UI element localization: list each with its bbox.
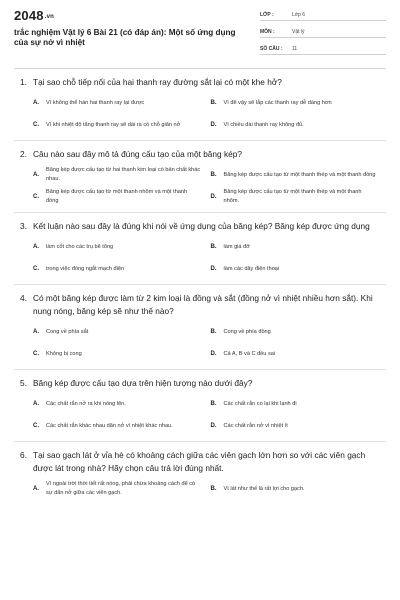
question-text: Băng kép được cấu tạo dựa trên hiện tượng nào dưới đây? bbox=[33, 378, 253, 388]
option-text: Vì khi nhiệt độ tăng thanh ray sẽ dài ra có chỗ giãn nở bbox=[46, 121, 181, 128]
question-header bbox=[14, 76, 382, 89]
answer-options bbox=[14, 478, 382, 500]
meta-label: SỐ CÂU : bbox=[260, 46, 283, 52]
meta-table bbox=[260, 8, 386, 55]
option-text: Băng kép được cấu tạo từ một thanh nhôm và một thanh đồng bbox=[46, 189, 188, 204]
question-header bbox=[14, 449, 382, 475]
option-letter: B. bbox=[210, 171, 217, 178]
logo-suffix: .vn bbox=[44, 13, 55, 20]
option-text: Vì không thể hàn hai thanh ray lại được bbox=[46, 99, 145, 106]
question-item bbox=[14, 285, 386, 370]
answer-option[interactable] bbox=[33, 321, 205, 343]
logo-main: 2048 bbox=[14, 8, 44, 23]
option-text: làm các dây điện thoại bbox=[223, 265, 280, 272]
option-letter: A. bbox=[33, 171, 39, 178]
answer-option[interactable] bbox=[33, 236, 205, 258]
question-header bbox=[14, 148, 382, 161]
question-item bbox=[14, 442, 386, 500]
option-letter: C. bbox=[33, 422, 39, 429]
question-number: 1. bbox=[20, 77, 27, 87]
answer-option[interactable] bbox=[33, 258, 205, 280]
meta-label: LỚP : bbox=[260, 12, 274, 18]
answer-option[interactable] bbox=[33, 92, 205, 114]
option-text: Băng kép được cấu tạo từ một thanh thép và một thanh nhôm. bbox=[223, 189, 362, 204]
option-text: Không bị cong bbox=[46, 350, 82, 357]
option-letter: B. bbox=[210, 328, 217, 335]
question-number: 6. bbox=[20, 450, 27, 460]
site-logo[interactable] bbox=[14, 8, 244, 23]
meta-value: Vật lý bbox=[292, 29, 305, 35]
option-text: Cả A, B và C đều sai bbox=[223, 350, 276, 357]
option-text: Các chất rắn co lại khi lạnh đi bbox=[223, 400, 297, 407]
question-text: Tại sao chỗ tiếp nối của hai thanh ray đường sắt lại có một khe hở? bbox=[33, 77, 282, 87]
question-text: Có một băng kép được làm từ 2 kim loại là đồng và sắt (đồng nở vì nhiệt nhiều hơn sắt). Khi nung nóng, băng kép sẽ như thế nào? bbox=[33, 293, 373, 316]
question-header bbox=[14, 220, 382, 233]
option-text: Các chất rắn khác nhau dãn nở vì nhiệt khác nhau. bbox=[46, 422, 173, 429]
option-letter: C. bbox=[33, 265, 39, 272]
answer-option[interactable] bbox=[33, 393, 205, 415]
option-text: Vì chiều dài thanh ray không đủ. bbox=[223, 121, 304, 128]
answer-option[interactable] bbox=[211, 415, 383, 437]
question-header bbox=[14, 377, 382, 390]
question-item bbox=[14, 213, 386, 285]
header-left bbox=[14, 6, 244, 48]
meta-value: 11 bbox=[292, 46, 298, 52]
question-number: 2. bbox=[20, 149, 27, 159]
option-letter: D. bbox=[210, 121, 217, 128]
meta-value: Lớp 6 bbox=[292, 12, 306, 18]
answer-option[interactable] bbox=[211, 92, 383, 114]
answer-options bbox=[14, 164, 382, 208]
option-letter: A. bbox=[33, 485, 39, 492]
option-letter: B. bbox=[210, 243, 217, 250]
answer-option[interactable] bbox=[211, 321, 383, 343]
answer-options bbox=[14, 92, 382, 136]
meta-label: MÔN : bbox=[260, 29, 275, 35]
answer-options bbox=[14, 321, 382, 365]
answer-option[interactable] bbox=[211, 343, 383, 365]
answer-option[interactable] bbox=[211, 478, 383, 500]
option-text: Vì ngoài trời thời tiết rất nóng, phải chừa khoảng cách để có sự dãn nở giữa các viên gạch. bbox=[46, 481, 196, 496]
answer-option[interactable] bbox=[211, 258, 383, 280]
page-title: trắc nghiệm Vật lý 6 Bài 21 (có đáp án): Một số ứng dụng của sự nở vì nhiệt bbox=[14, 28, 236, 47]
option-letter: B. bbox=[210, 485, 217, 492]
option-text: Vì để vậy sẽ lắp các thanh ray dễ dàng hơn bbox=[223, 99, 332, 106]
option-text: Vì lát như thế là rất lợi cho gạch. bbox=[223, 485, 305, 492]
question-text: Kết luận nào sau đây là đúng khi nói về ứng dụng của băng kép? Băng kép được ứng dụng bbox=[33, 221, 370, 231]
meta-row bbox=[260, 25, 386, 38]
option-letter: A. bbox=[33, 400, 39, 407]
option-text: Cong về phía đồng bbox=[223, 328, 271, 335]
option-text: trong việc đóng ngắt mạch điện bbox=[46, 265, 125, 272]
option-letter: B. bbox=[210, 400, 217, 407]
option-text: làm giá đỡ bbox=[223, 243, 250, 250]
meta-row bbox=[260, 8, 386, 21]
meta-row bbox=[260, 42, 386, 55]
answer-option[interactable] bbox=[33, 343, 205, 365]
option-letter: D. bbox=[210, 265, 217, 272]
option-letter: A. bbox=[33, 99, 39, 106]
question-number: 5. bbox=[20, 378, 27, 388]
answer-option[interactable] bbox=[211, 236, 383, 258]
answer-option[interactable] bbox=[211, 186, 383, 208]
option-letter: C. bbox=[33, 121, 39, 128]
answer-option[interactable] bbox=[33, 415, 205, 437]
option-text: Băng kép được cấu tạo từ một thanh thép và một thanh đồng bbox=[223, 171, 376, 178]
answer-option[interactable] bbox=[211, 393, 383, 415]
answer-option[interactable] bbox=[33, 186, 205, 208]
answer-options bbox=[14, 393, 382, 437]
answer-option[interactable] bbox=[33, 114, 205, 136]
answer-option[interactable] bbox=[211, 114, 383, 136]
option-text: Các chất rắn nở vì nhiệt ít bbox=[223, 422, 288, 429]
option-letter: A. bbox=[33, 243, 39, 250]
answer-options bbox=[14, 236, 382, 280]
question-text: Câu nào sau đây mô tả đúng cấu tạo của một băng kép? bbox=[33, 149, 242, 159]
option-letter: D. bbox=[210, 422, 217, 429]
option-letter: A. bbox=[33, 328, 39, 335]
option-letter: B. bbox=[210, 99, 217, 106]
option-text: làm cốt cho các trụ bê tông bbox=[46, 243, 114, 250]
option-text: Các chất rắn nở ra khi nóng lên. bbox=[46, 400, 126, 407]
question-number: 4. bbox=[20, 293, 27, 303]
option-letter: C. bbox=[33, 193, 39, 200]
option-letter: C. bbox=[33, 350, 39, 357]
question-item bbox=[14, 141, 386, 213]
answer-option[interactable] bbox=[211, 164, 383, 186]
question-header bbox=[14, 292, 382, 318]
question-list bbox=[14, 69, 386, 500]
answer-option[interactable] bbox=[33, 164, 205, 186]
question-item bbox=[14, 370, 386, 442]
option-letter: D. bbox=[210, 350, 217, 357]
option-text: Cong về phía sắt bbox=[46, 328, 89, 335]
question-number: 3. bbox=[20, 221, 27, 231]
question-item bbox=[14, 69, 386, 141]
worksheet-header bbox=[14, 6, 386, 68]
option-letter: D. bbox=[210, 193, 217, 200]
answer-option[interactable] bbox=[33, 478, 205, 500]
question-text: Tại sao gạch lát ở vỉa hè có khoảng cách giữa các viên gạch lớn hơn so với các viên gạch được lát trong nhà? Hãy chọn câu trả lời đúng nhất. bbox=[33, 450, 366, 473]
option-text: Băng kép được cấu tạo từ hai thanh kim loại có bản chất khác nhau. bbox=[46, 167, 201, 182]
